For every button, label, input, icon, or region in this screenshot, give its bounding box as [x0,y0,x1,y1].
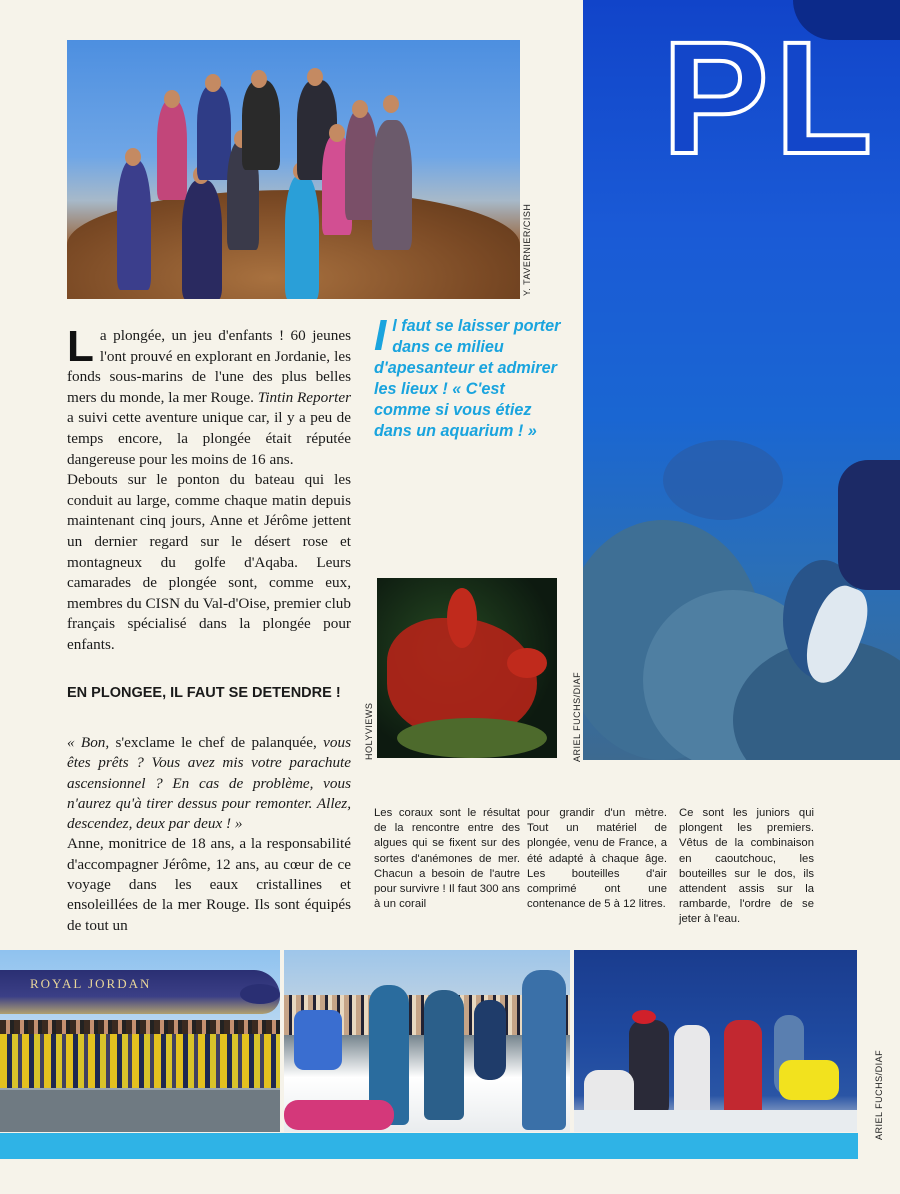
intro-text-b: a suivi cette aventure unique car, il y a peu de temps encore, la plongée était réputée dangereuse pour les moins de 16 ans. [67,409,351,468]
quote-text-c: vous êtes prêts ? Vous avez mis votre parachute ascensionnel ? En cas de problème, vous n'aurez qu'à tirer dessus pour remonter. Allez, descendez, deux par deux ! » [67,734,352,833]
divers-on-deck-photo [284,950,570,1132]
caption-juniors: Ce sont les juniors qui plongent les premiers. Vêtus de la combinaison en caoutchouc, les bouteilles sur le dos, ils attendent assis sur la rambarde, l'ordre de se jeter à l'eau. [679,807,814,926]
photo-credit: HOLYVIEWS [364,702,374,760]
section-heading: EN PLONGEE, IL FAUT SE DETENDRE ! [67,685,341,701]
quote-text-b: s'exclame le chef de palanquée, [115,734,317,751]
intro-text-a: a plongée, un jeu d'enfants ! 60 jeunes l'ont prouvé en explorant en Jordanie, les fonds sous-marins de l'une des plus belles mers du monde, la mer Rouge. [67,327,351,406]
intro-text-2: Debouts sur le ponton du bateau qui les conduit au large, comme chaque matin depuis maintenant cinq jours, Anne et Jérôme jettent un dernier regard sur le désert rose et montagneux du golfe d'Aqaba. Leurs camarades de plongée sont, comme eux, membres du CISN du Val-d'Oise, premier club français spécialisé dans la plongée pour enfants. [67,471,351,653]
magazine-name: Tintin Reporter [257,388,351,406]
photo-credit: ARIEL FUCHS/DIAF [572,671,582,762]
pull-quote-text: l faut se laisser porter dans ce milieu d'apesanteur et admirer les lieux ! « C'est comme si vous étiez dans un aquarium ! » [374,317,561,440]
group-photo [67,40,520,299]
photo-credit: Y. TAVERNIER/CISH [522,203,532,296]
accent-band [0,1133,858,1159]
article-intro [67,322,351,656]
boat-juniors-photo [574,950,857,1132]
headline-title: PL [662,8,879,187]
article-body [67,733,351,936]
drop-cap: L [67,322,94,371]
caption-corals: Les coraux sont le résultat de la rencontre entre des algues qui se fixent sur des sortes d'anémones de mer. Chacun a besoin de l'autre pour survivre ! Il faut 300 ans à un corail [374,807,520,911]
coral-photo [377,578,557,758]
caption-equipment: pour grandir d'un mètre. Tout un matériel de plongée, venu de France, a été adapté à chaque âge. Les bouteilles d'air comprimé ont une contenance de 5 à 12 litres. [527,807,667,911]
body-paragraph: Anne, monitrice de 18 ans, a la responsabilité d'accompagner Jérôme, 12 ans, au cœur de ce voyage dans les eaux cristallines et ensoleillées de la mer Rouge. Ils sont équipés de tout un [67,835,351,934]
pull-quote-cap: I [374,311,387,360]
quote-text-a: « Bon, [67,734,116,751]
pull-quote [374,311,564,442]
airplane-group-photo [0,950,280,1132]
photo-credit: ARIEL FUCHS/DIAF [874,1049,884,1140]
airline-name: ROYAL JORDAN [30,976,152,991]
